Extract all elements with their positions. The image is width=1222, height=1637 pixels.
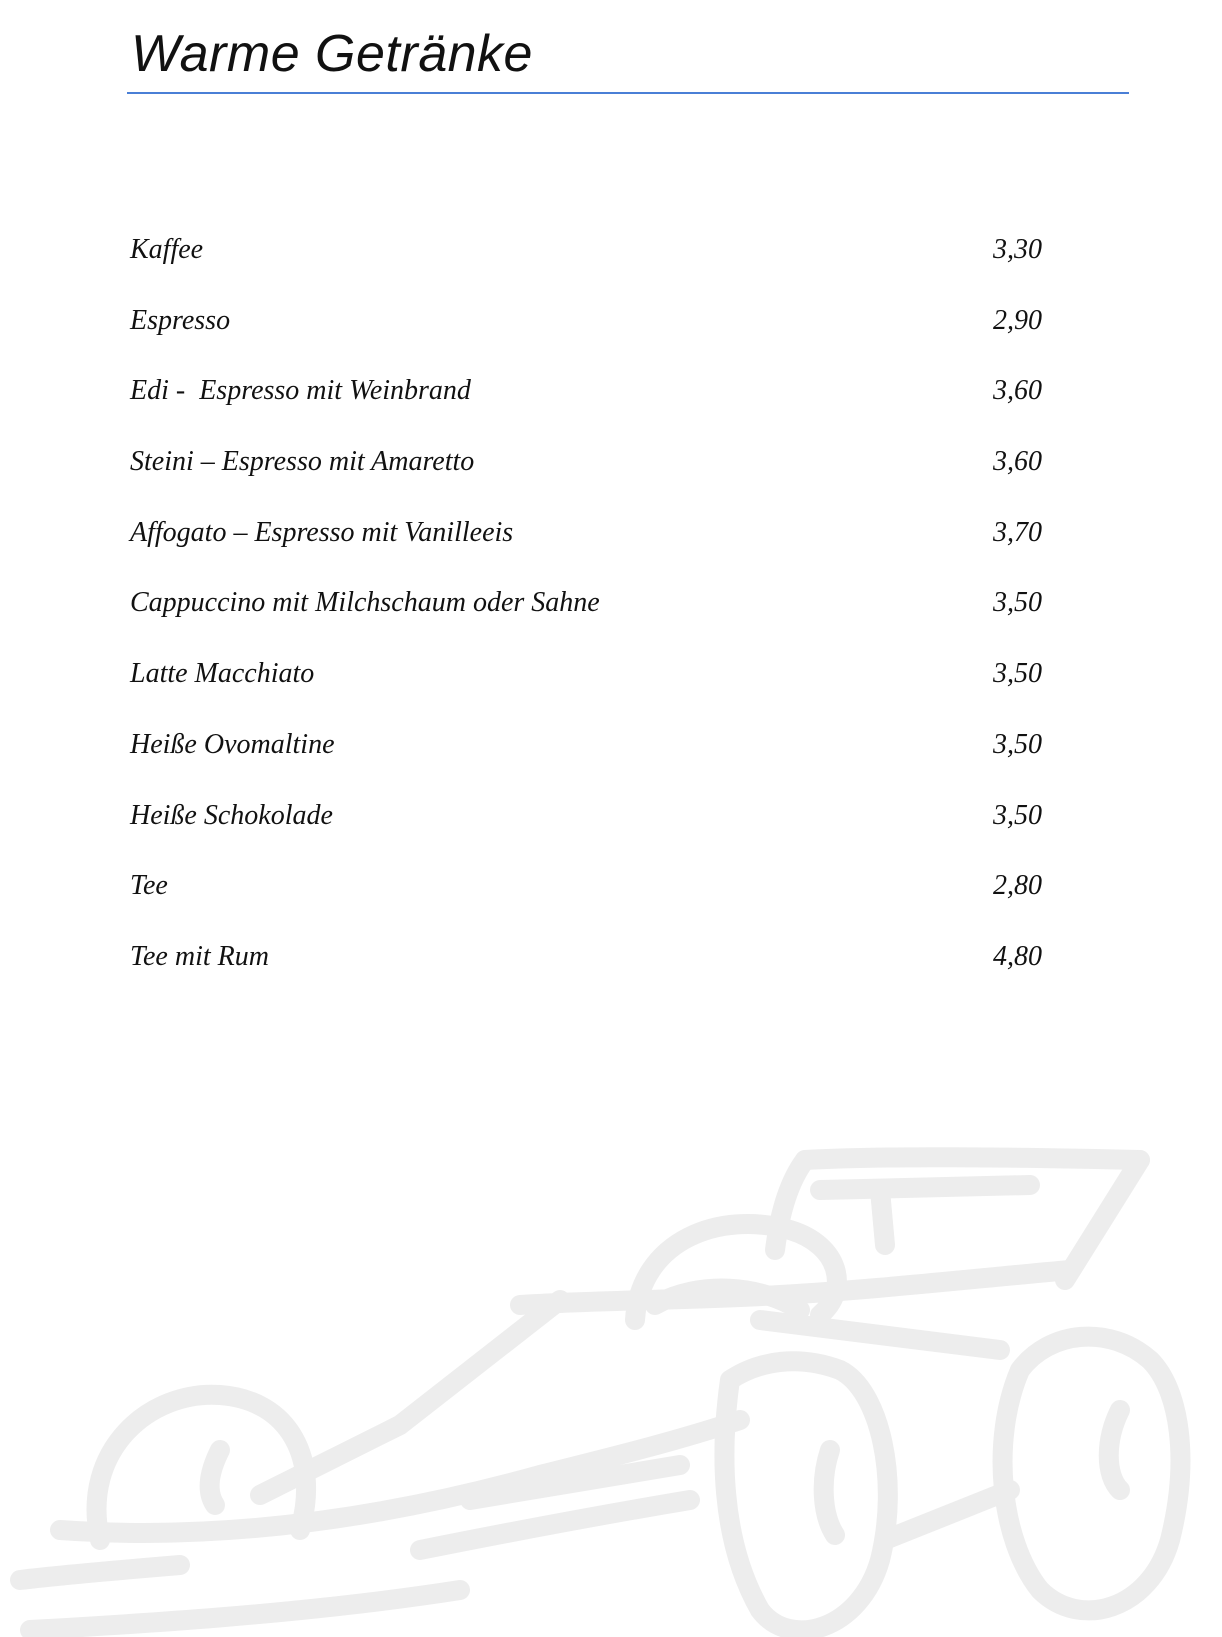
menu-item-price: 3,30: [993, 234, 1042, 265]
menu-item-name: Heiße Ovomaltine: [130, 728, 335, 760]
menu-item: [130, 369, 1042, 440]
menu-item: [130, 935, 1042, 1006]
menu-item-price: 3,60: [993, 446, 1042, 478]
menu-item-name: Tee mit Rum: [130, 940, 269, 972]
menu-item-name: Tee: [130, 870, 168, 902]
menu-item: [130, 511, 1042, 582]
menu-item: [130, 794, 1042, 865]
menu-item-price: 3,70: [993, 516, 1042, 548]
menu-item-price: 4,80: [993, 940, 1042, 972]
menu-item: [130, 440, 1042, 511]
menu-item-price: 3,50: [993, 799, 1042, 831]
menu-item-name: Latte Macchiato: [130, 658, 315, 690]
menu-item: [130, 864, 1042, 935]
page-title: Warme Getränke: [131, 25, 533, 83]
menu-item-price: 2,90: [993, 304, 1042, 336]
menu-item-price: 3,50: [993, 728, 1042, 760]
drinks-menu-list: [130, 228, 1042, 1006]
menu-item-name: Heiße Schokolade: [130, 799, 333, 831]
menu-item-name: Edi - Espresso mit Weinbrand: [130, 375, 471, 407]
menu-item-price: 2,80: [993, 870, 1042, 902]
menu-item: [130, 299, 1042, 370]
menu-item-name: Espresso: [130, 304, 231, 336]
title-underline: [127, 92, 1129, 94]
menu-item: [130, 228, 1042, 299]
menu-item: [130, 652, 1042, 723]
menu-item-name: Cappuccino mit Milchschaum oder Sahne: [130, 587, 600, 619]
menu-item-price: 3,60: [993, 375, 1042, 407]
menu-item-price: 3,50: [993, 658, 1042, 690]
menu-item: [130, 723, 1042, 794]
menu-item: [130, 581, 1042, 652]
menu-item-name: Affogato – Espresso mit Vanilleeis: [130, 516, 514, 548]
menu-item-name: Steini – Espresso mit Amaretto: [130, 446, 475, 478]
race-car-icon: [0, 1120, 1222, 1637]
menu-item-price: 3,50: [993, 587, 1042, 619]
menu-item-name: Kaffee: [130, 234, 204, 265]
